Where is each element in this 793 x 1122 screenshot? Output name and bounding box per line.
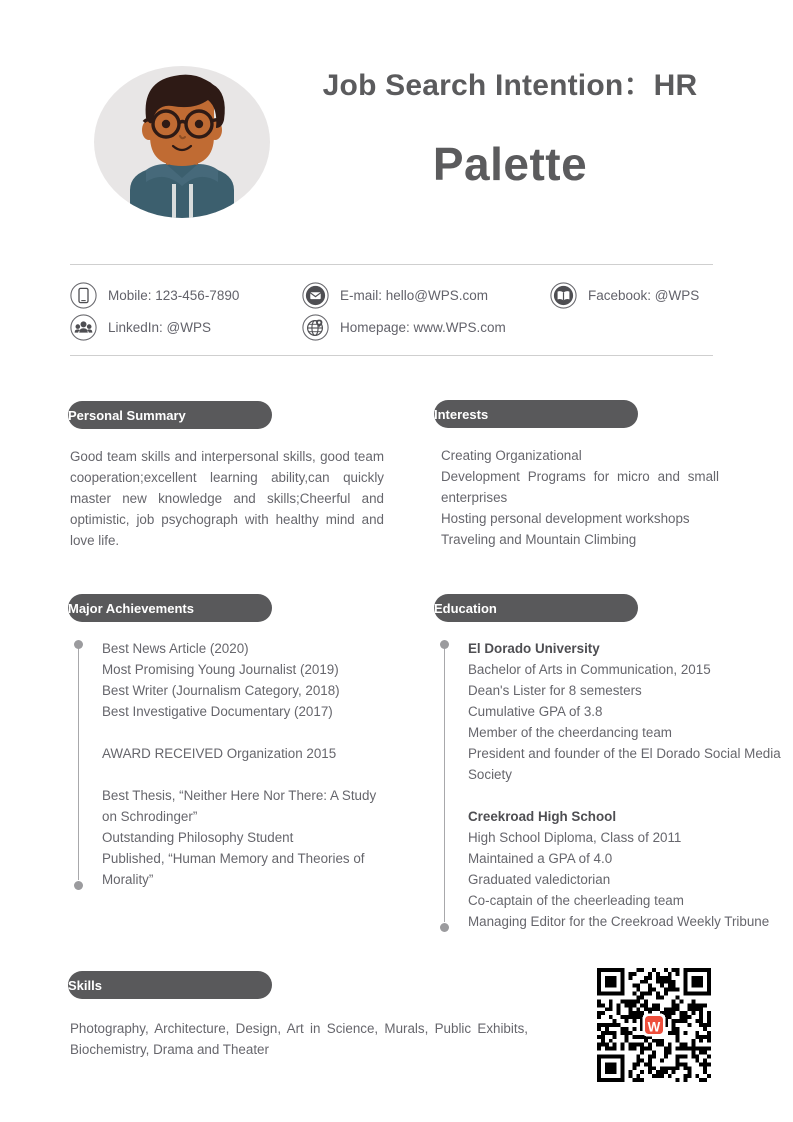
skills-text: Photography, Architecture, Design, Art in Science, Murals, Public Exhibits, Biochemistry, Drama and Theater [70,1021,528,1057]
contact-label: Homepage: www.WPS.com [340,319,506,335]
list-item-heading: El Dorado University [468,641,600,656]
contact-mobile[interactable] [70,282,302,309]
book-icon [550,282,577,309]
people-icon [70,314,97,341]
job-title: Job Search Intention：HR [322,69,698,102]
list-item: Dean's Lister for 8 semesters [468,683,642,698]
major-achievements-block [70,638,390,890]
phone-icon [70,282,97,309]
section-title: Education [434,600,497,616]
list-item: Bachelor of Arts in Communication, 2015 [468,662,711,677]
timeline-line [444,644,445,922]
section-title: Skills [68,977,102,993]
list-item: Most Promising Young Journalist (2019) [102,662,339,677]
section-title: Interests [434,406,489,422]
timeline-dot-top [74,640,83,649]
section-header-personal-summary [68,401,272,429]
contact-row-2 [70,311,713,343]
list-spacer [468,785,786,806]
section-header-interests [434,400,638,428]
list-item: Best Investigative Documentary (2017) [102,704,333,719]
contact-homepage[interactable] [302,314,550,341]
list-item: Best News Article (2020) [102,641,249,656]
timeline-dot-top [440,640,449,649]
contact-label: LinkedIn: @WPS [108,319,211,335]
section-header-major-achievements [68,594,272,622]
avatar-illustration-icon [94,66,270,218]
timeline-dot-bottom [74,881,83,890]
personal-summary-text: Good team skills and interpersonal skills, good team cooperation;excellent learning ability,can quickly master new knowledge and skills;Cheerful and optimistic, job psychograph with healthy mind and love life. [70,449,384,548]
list-item-heading: Creekroad High School [468,809,617,824]
list-item: Outstanding Philosophy Student [102,830,294,845]
timeline [436,638,786,932]
contact-label: Mobile: 123-456-7890 [108,287,240,303]
header [0,0,793,250]
interests-list [441,445,719,550]
education-block [436,638,786,932]
avatar [94,66,270,218]
contact-row-1 [70,279,713,311]
section-header-skills [68,971,272,999]
list-spacer [102,722,390,743]
list-item: High School Diploma, Class of 2011 [468,830,682,845]
list-item: Graduated valedictorian [468,872,611,887]
person-name: Palette [432,138,588,190]
list-item: Managing Editor for the Creekroad Weekly Tribune [468,914,770,929]
list-spacer [102,764,390,785]
list-item: Development Programs for micro and small enterprises [441,469,719,505]
timeline [70,638,390,890]
title-block [300,66,720,194]
timeline-line [78,644,79,880]
list-item: Co-captain of the cheerleading team [468,893,684,908]
contact-label: E-mail: hello@WPS.com [340,287,488,303]
contact-email[interactable] [302,282,550,309]
list-item: Cumulative GPA of 3.8 [468,704,603,719]
section-header-education [434,594,638,622]
svg-text:W: W [647,1019,661,1035]
list-item: Traveling and Mountain Climbing [441,532,637,547]
list-item: Published, “Human Memory and Theories of Morality” [102,851,365,887]
qr-code[interactable] [597,968,711,1082]
section-title: Personal Summary [68,407,186,423]
contact-facebook[interactable] [550,282,713,309]
qr-code-icon [597,968,711,1082]
list-item: Member of the cheerdancing team [468,725,672,740]
contact-bar [70,264,713,356]
contact-label: Facebook: @WPS [588,287,700,303]
list-item: Hosting personal development workshops [441,511,690,526]
envelope-icon [302,282,329,309]
list-item: Maintained a GPA of 4.0 [468,851,613,866]
globe-pin-icon [302,314,329,341]
list-item: Best Thesis, “Neither Here Nor There: A Study on Schrodinger” [102,788,377,824]
list-item: Best Writer (Journalism Category, 2018) [102,683,340,698]
list-item: President and founder of the El Dorado Social Media Society [468,746,781,782]
contact-linkedin[interactable] [70,314,302,341]
timeline-dot-bottom [440,923,449,932]
section-title: Major Achievements [68,600,194,616]
list-item: AWARD RECEIVED Organization 2015 [102,746,337,761]
list-item: Creating Organizational [441,448,582,463]
